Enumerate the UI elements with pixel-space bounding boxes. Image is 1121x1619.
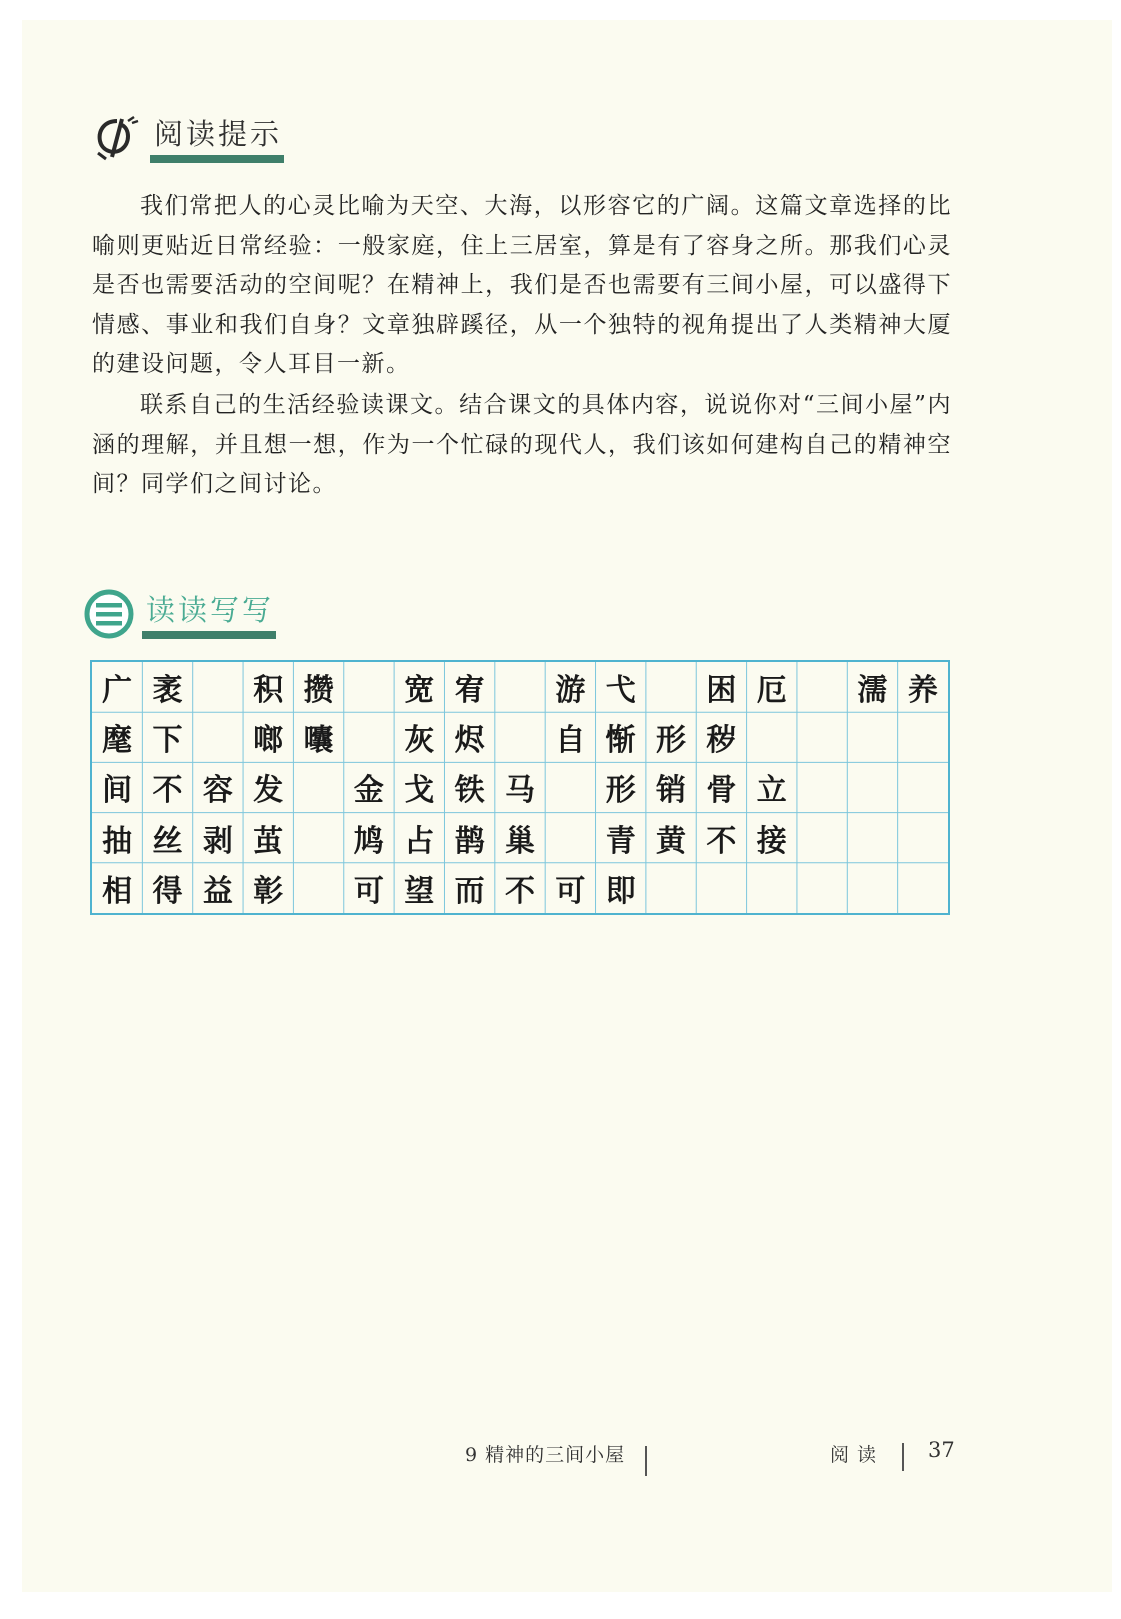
grid-cell-char: 积 xyxy=(253,673,284,709)
grid-cell-char: 不 xyxy=(706,823,737,859)
grid-cell-char: 金 xyxy=(353,773,384,809)
grid-cell-char: 形 xyxy=(656,723,687,759)
grid-cell-char: 不 xyxy=(504,873,535,909)
grid-cell-char: 彰 xyxy=(253,873,284,909)
grid-cell-char: 攒 xyxy=(303,673,334,709)
grid-cell-char: 剥 xyxy=(202,823,233,859)
grid-cell-char: 马 xyxy=(504,773,535,809)
grid-cell-char: 间 xyxy=(102,773,133,809)
grid-cell-char: 丝 xyxy=(152,823,183,859)
grid-cell-char: 弋 xyxy=(605,673,636,709)
reading-tip-underline xyxy=(150,155,284,163)
grid-cell-char: 益 xyxy=(202,873,233,909)
grid-cell-char: 发 xyxy=(253,773,284,809)
page-number: 37 xyxy=(928,1438,955,1462)
grid-cell-char: 广 xyxy=(102,673,133,709)
grid-cell-char: 可 xyxy=(353,873,384,909)
read-write-underline xyxy=(142,631,276,639)
reading-tip-icon xyxy=(92,113,142,163)
grid-cell-char: 啷 xyxy=(253,723,284,759)
grid-cell-char: 灰 xyxy=(404,723,435,759)
grid-cell-char: 厄 xyxy=(756,673,787,709)
grid-cell-char: 袤 xyxy=(152,673,183,709)
reading-tip-title: 阅读提示 xyxy=(154,117,283,151)
grid-cell-char: 麾 xyxy=(102,723,133,759)
grid-cell-char: 接 xyxy=(756,823,787,859)
grid-cell-char: 容 xyxy=(202,773,233,809)
grid-cell-char: 巢 xyxy=(504,823,535,859)
grid-cell-char: 鸠 xyxy=(353,823,384,859)
grid-cell-char: 骨 xyxy=(706,773,737,809)
grid-cell-char: 得 xyxy=(152,873,183,909)
grid-cell-char: 青 xyxy=(605,823,636,859)
grid-cell-char: 鹊 xyxy=(454,823,485,859)
grid-cell-char: 销 xyxy=(656,773,687,809)
grid-cell-char: 立 xyxy=(756,773,787,809)
grid-cell-char: 烬 xyxy=(454,723,485,759)
grid-cell-char: 游 xyxy=(555,673,586,709)
grid-cell-char: 相 xyxy=(102,873,133,909)
grid-cell-char: 形 xyxy=(605,773,636,809)
grid-cell-char: 而 xyxy=(454,873,485,909)
grid-cell-char: 黄 xyxy=(656,823,687,859)
grid-cell-char: 困 xyxy=(706,673,737,709)
footer-divider xyxy=(902,1443,904,1471)
grid-cell-char: 下 xyxy=(152,723,183,759)
grid-cell-char: 濡 xyxy=(857,673,888,709)
grid-cell-char: 抽 xyxy=(102,823,133,859)
footer-divider xyxy=(645,1446,647,1476)
grid-cell-char: 惭 xyxy=(605,723,636,759)
grid-cell-char: 可 xyxy=(555,873,586,909)
reading-tip-header xyxy=(92,112,282,163)
grid-cell-char: 秽 xyxy=(706,723,737,759)
read-write-title: 读读写写 xyxy=(146,593,275,627)
grid-cell-char: 铁 xyxy=(454,773,485,809)
grid-cell-char: 宽 xyxy=(404,673,435,709)
grid-cell-char: 戈 xyxy=(404,773,435,809)
grid-cell-char: 占 xyxy=(404,823,435,859)
read-write-header xyxy=(84,588,274,639)
grid-cell-char: 望 xyxy=(404,873,435,909)
grid-cell-char: 囔 xyxy=(303,723,334,759)
grid-cell-char: 即 xyxy=(605,873,636,909)
grid-cell-char: 自 xyxy=(555,723,586,759)
footer-lesson-title: 9 精神的三间小屋 xyxy=(465,1444,626,1466)
grid-cell-char: 养 xyxy=(907,673,938,709)
grid-cell-char: 宥 xyxy=(454,673,485,709)
grid-cell-char: 不 xyxy=(152,773,183,809)
reading-tip-paragraph-1: 我们常把人的心灵比喻为天空、大海，以形容它的广阔。这篇文章选择的比喻则更贴近日常经验：一般家庭，住上三居室，算是有了容身之所。那我们心灵是否也需要活动的空间呢？在精神上，我们是否也需要有三间小屋，可以盛得下情感、事业和我们自身？文章独辟蹊径，从一个独特的视角提出了人类精神大厦的建设问题，令人耳目一新。 xyxy=(92,193,952,377)
reading-tip-paragraph-2: 联系自己的生活经验读课文。结合课文的具体内容，说说你对“三间小屋”内涵的理解，并且想一想，作为一个忙碌的现代人，我们该如何建构自己的精神空间？同学们之间讨论。 xyxy=(92,392,952,497)
vocabulary-grid xyxy=(90,660,950,915)
footer-section-name: 阅读 xyxy=(830,1444,885,1466)
three-lines-icon xyxy=(84,589,134,639)
grid-cell-char: 茧 xyxy=(253,823,284,859)
